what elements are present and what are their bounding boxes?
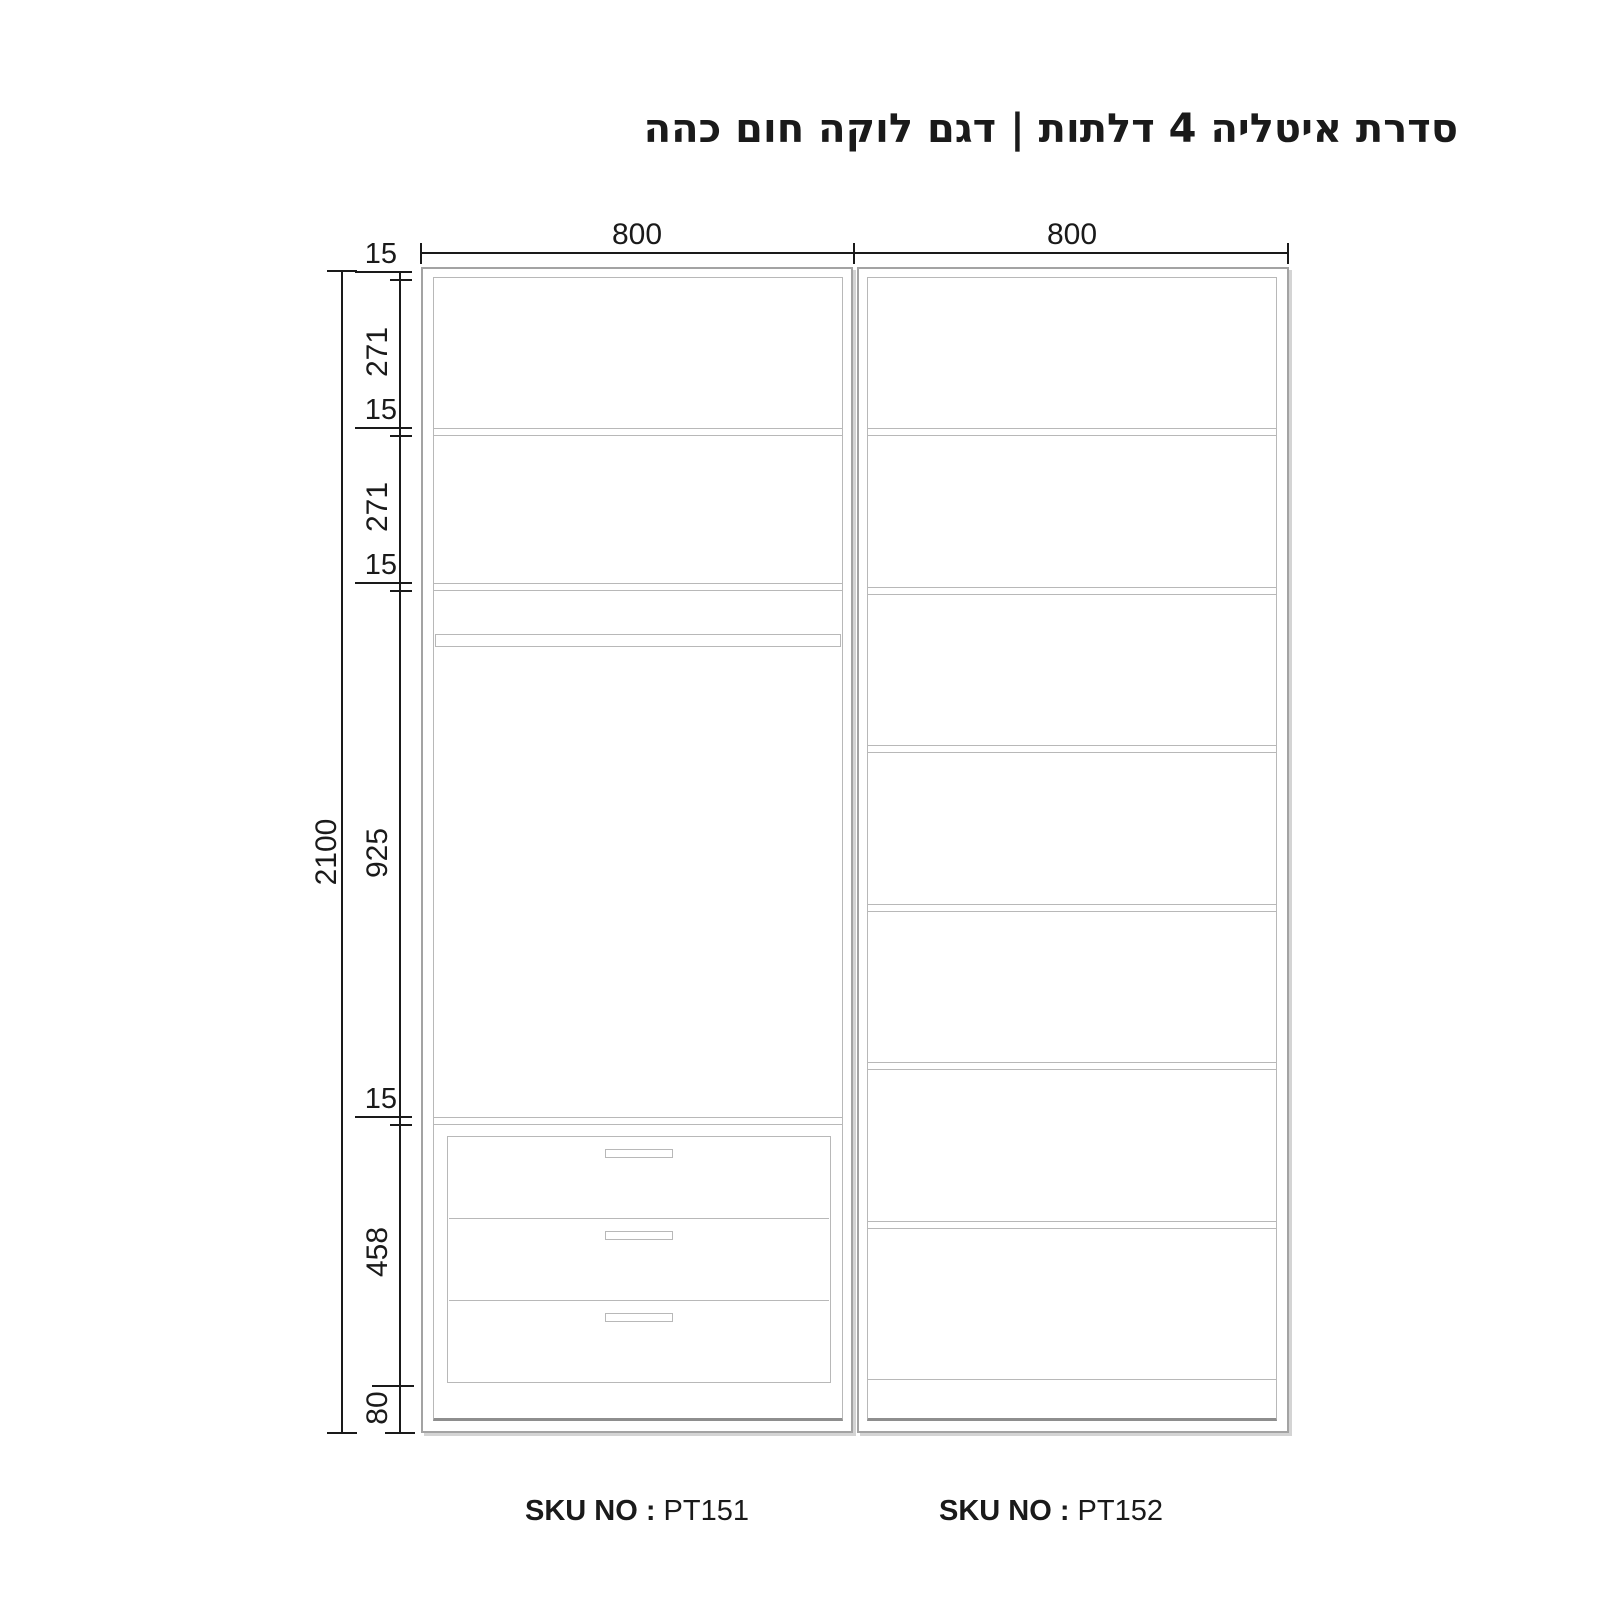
dim-tick — [355, 582, 412, 584]
width-dimension-label-right: 800 — [1046, 218, 1098, 251]
dim-tick — [390, 590, 412, 592]
shelf-line — [867, 1221, 1277, 1229]
wardrobe-right-interior — [867, 277, 1277, 1421]
dim-tick — [390, 435, 412, 437]
drawing-title: סדרת איטליה 4 דלתות | דגם לוקה חום כהה — [643, 106, 1458, 152]
drawer-handle — [605, 1313, 673, 1322]
chain-label-drawers: 458 — [361, 1226, 394, 1278]
drawer-handle — [605, 1231, 673, 1240]
chain-label-hanging: 925 — [361, 827, 394, 879]
sku-value: PT151 — [663, 1495, 749, 1527]
shelf-line — [867, 587, 1277, 595]
chain-label-panel-top: 15 — [364, 238, 397, 270]
dim-tick — [385, 1432, 415, 1434]
hanging-rod — [435, 634, 841, 647]
sku-label-right — [901, 1494, 1201, 1529]
sku-label-left — [487, 1494, 787, 1529]
shelf-line — [433, 1117, 843, 1125]
dim-tick — [390, 1124, 412, 1126]
dim-tick — [420, 243, 422, 264]
drawer-divider — [449, 1300, 829, 1301]
width-dimension-line — [421, 252, 1289, 254]
dim-tick — [372, 1385, 414, 1387]
chain-label-shelf2: 15 — [364, 549, 397, 581]
chain-label-shelf1: 15 — [364, 394, 397, 426]
shelf-line — [433, 428, 843, 436]
dim-tick — [1287, 243, 1289, 264]
width-dimension-label-left: 800 — [611, 218, 663, 251]
dim-tick — [355, 271, 412, 273]
chain-label-section1: 271 — [361, 326, 394, 378]
dim-tick — [355, 427, 412, 429]
drawer-unit — [447, 1136, 831, 1383]
shelf-line — [867, 745, 1277, 753]
shelf-line — [433, 583, 843, 591]
sku-value: PT152 — [1077, 1495, 1163, 1527]
plinth-line — [867, 1379, 1277, 1380]
dim-tick — [327, 270, 357, 272]
dim-tick — [355, 1116, 412, 1118]
height-chain-line — [399, 272, 401, 1433]
sku-key: SKU NO : — [939, 1495, 1070, 1527]
dim-tick — [390, 279, 412, 281]
drawer-handle — [605, 1149, 673, 1158]
chain-label-shelf3: 15 — [364, 1083, 397, 1115]
shelf-line — [867, 1062, 1277, 1070]
sku-key: SKU NO : — [525, 1495, 656, 1527]
shelf-line — [867, 428, 1277, 436]
overall-height-label: 2100 — [310, 818, 343, 886]
shelf-line — [867, 904, 1277, 912]
chain-label-base: 80 — [361, 1391, 394, 1425]
drawer-divider — [449, 1218, 829, 1219]
chain-label-section2: 271 — [361, 481, 394, 533]
dim-tick — [853, 243, 855, 264]
dim-tick — [327, 1432, 357, 1434]
